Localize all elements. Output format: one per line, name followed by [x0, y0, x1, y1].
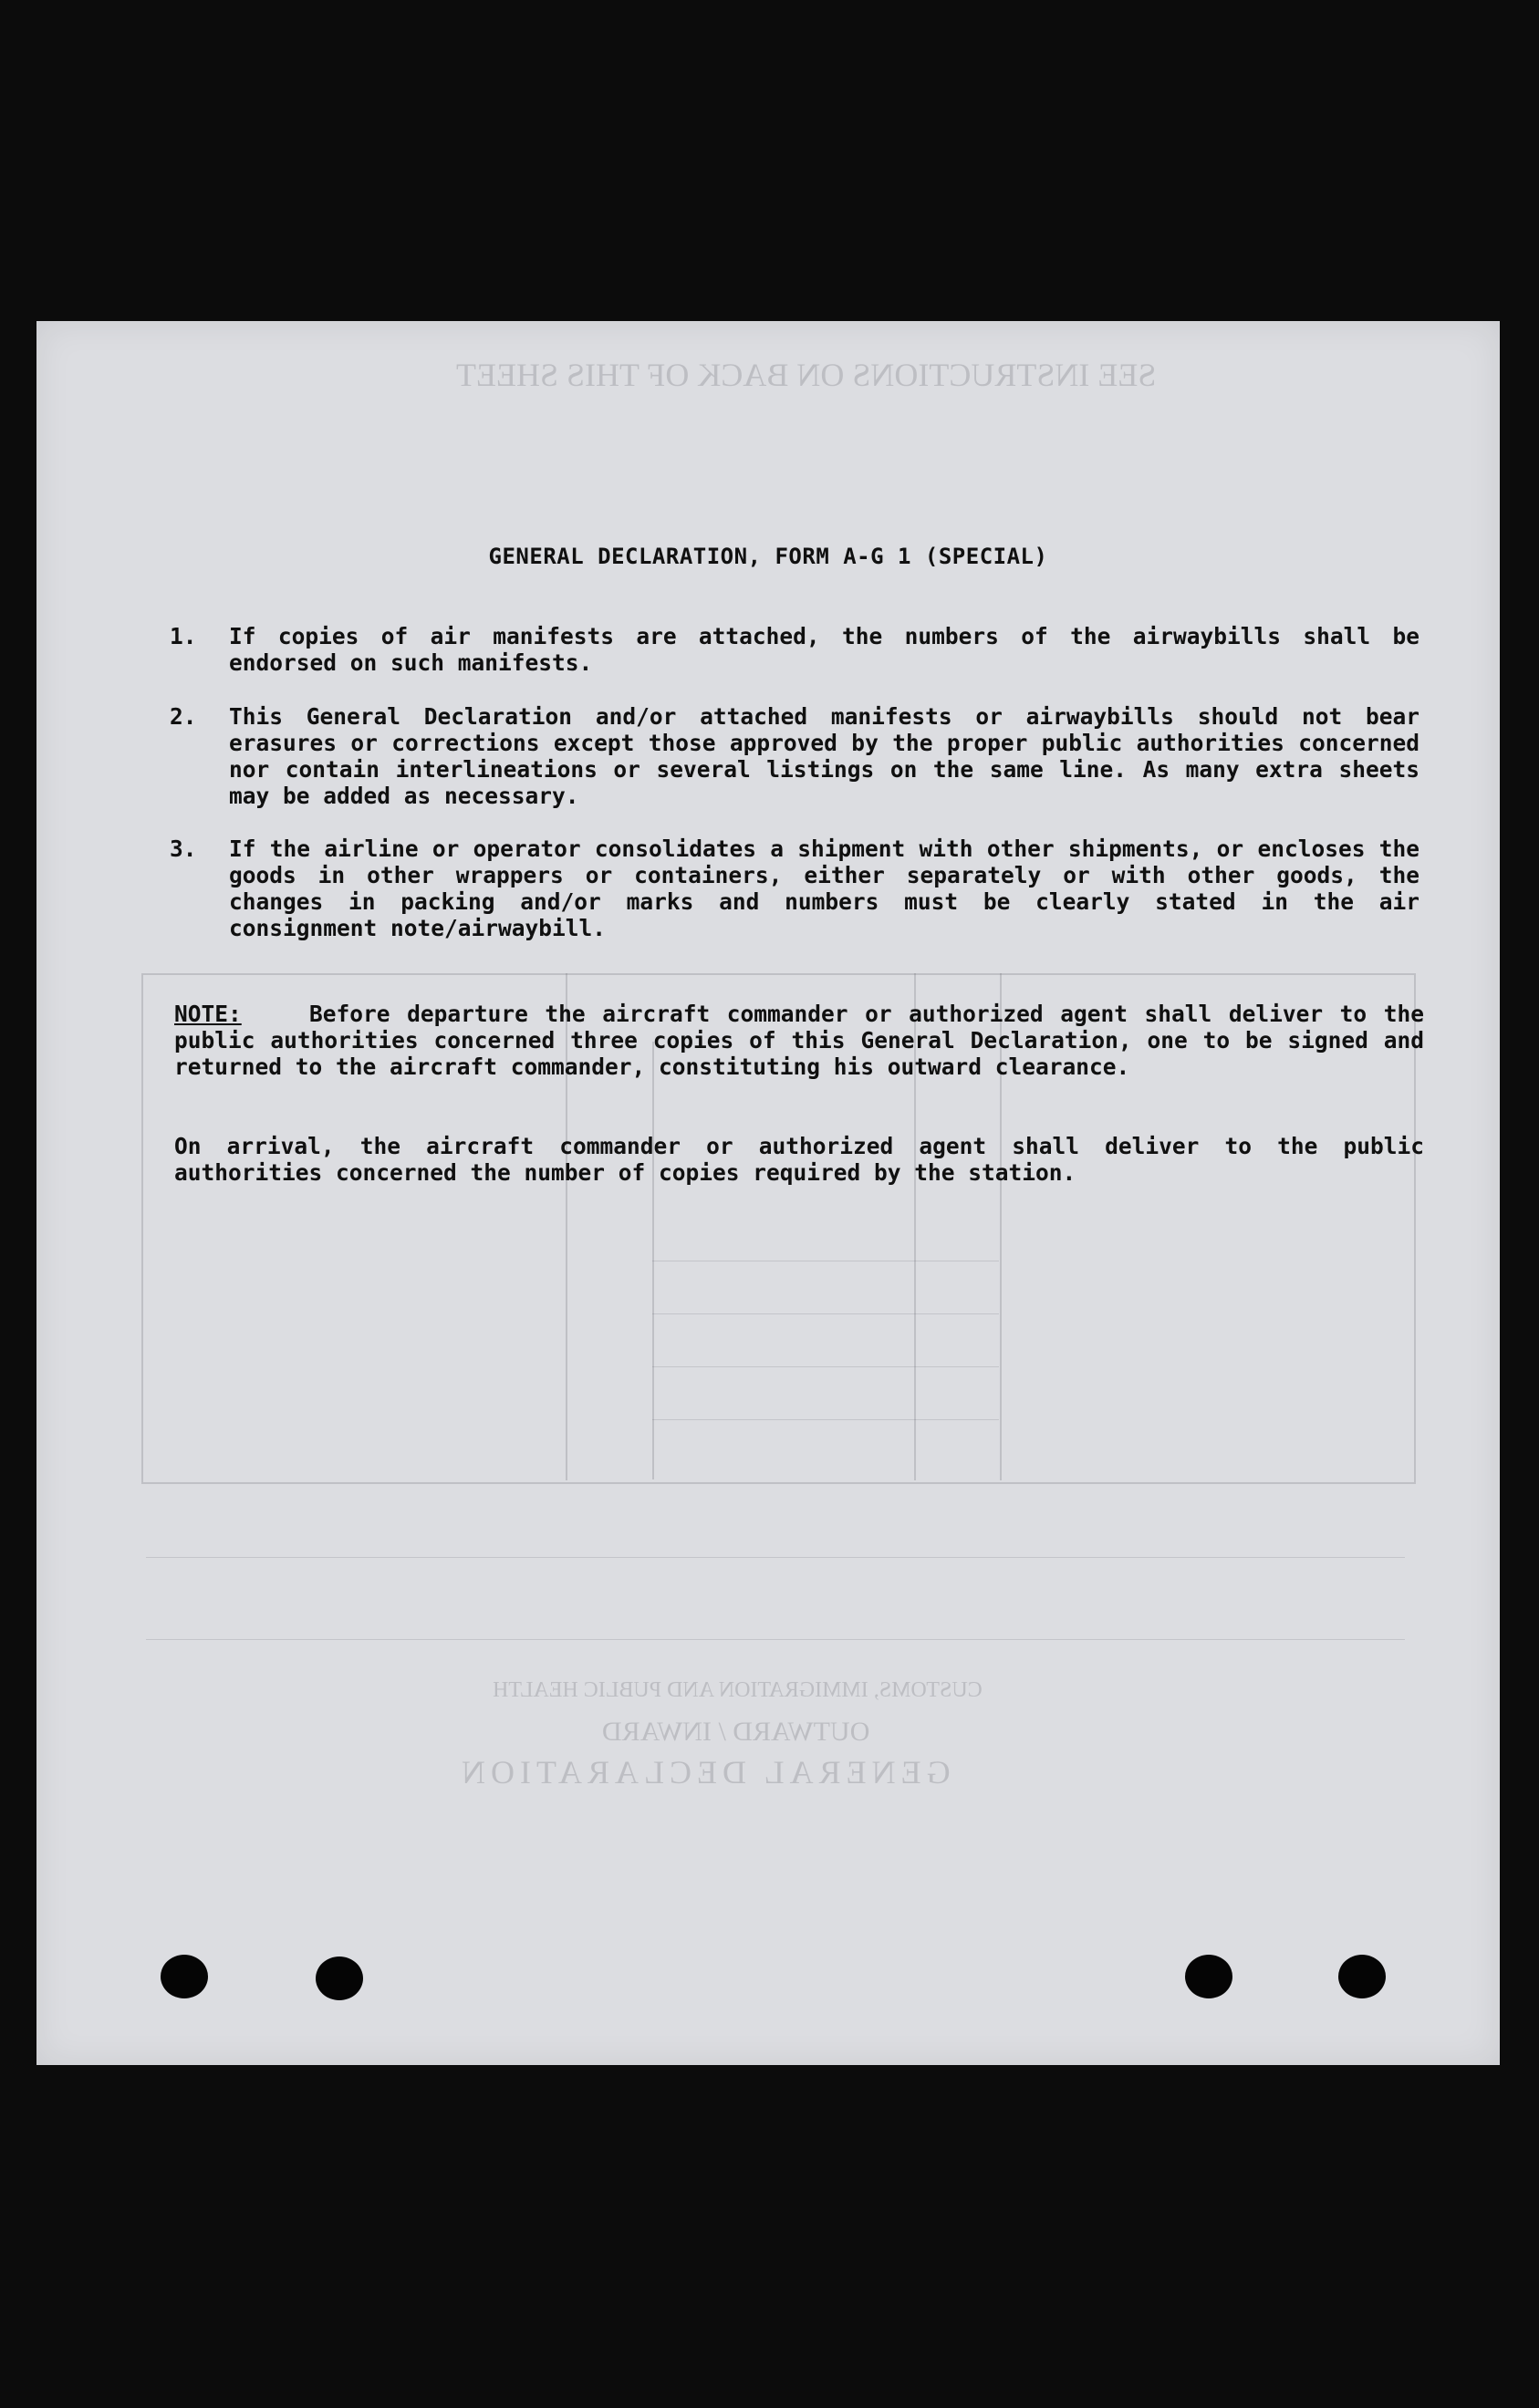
- item-text: If the airline or operator consolidates a shipment with other shipments, or encloses the goods in other wrappers or containers, either separately or with other goods, the changes in packing and/or marks and numbers must be clearly stated in the air consignment note/airwaybill.: [229, 836, 1419, 941]
- item-number: 2.: [170, 703, 197, 730]
- item-text: This General Declaration and/or attached manifests or airwaybills should not bear erasures or corrections except those approved by the proper public authorities concerned nor contain interlineations or several listings on the same line. As many extra sheets may be added as necessary.: [229, 703, 1419, 809]
- bleed-through-rule: [146, 1557, 1405, 1558]
- punch-hole: [316, 1956, 363, 2000]
- bleed-through-rule: [652, 1419, 999, 1420]
- note-paragraph: [174, 1001, 1424, 1080]
- note-label: NOTE:: [174, 1001, 242, 1027]
- punch-hole: [161, 1955, 208, 1998]
- bleed-through-rule: [652, 1313, 999, 1314]
- note-text: Before departure the aircraft commander or authorized agent shall deliver to the public authorities concerned three copies of this General Declaration, one to be signed and returned to the aircraft commander, constituting his outward clearance.: [174, 1001, 1424, 1080]
- document-page: [36, 321, 1500, 2065]
- item-number: 3.: [170, 836, 197, 862]
- item-text: If copies of air manifests are attached, the numbers of the airwaybills shall be endorsed on such manifests.: [229, 623, 1419, 676]
- bleed-through-rule: [652, 1366, 999, 1367]
- punch-hole: [1185, 1955, 1232, 1998]
- bleed-through-heading: CUSTOMS, IMMIGRATION AND PUBLIC HEALTH: [493, 1678, 983, 1702]
- item-number: 1.: [170, 623, 197, 649]
- arrival-paragraph: On arrival, the aircraft commander or authorized agent shall deliver to the public authorities concerned the number of copies required by the station.: [174, 1133, 1424, 1186]
- bleed-through-heading: SEE INSTRUCTIONS ON BACK OF THIS SHEET: [456, 357, 1157, 393]
- bleed-through-heading: OUTWARD / INWARD: [602, 1717, 870, 1747]
- bleed-through-rule: [146, 1639, 1405, 1640]
- punch-hole: [1338, 1955, 1386, 1998]
- bleed-through-heading: GENERAL DECLARATION: [456, 1754, 951, 1790]
- document-title: GENERAL DECLARATION, FORM A-G 1 (SPECIAL): [488, 544, 1048, 569]
